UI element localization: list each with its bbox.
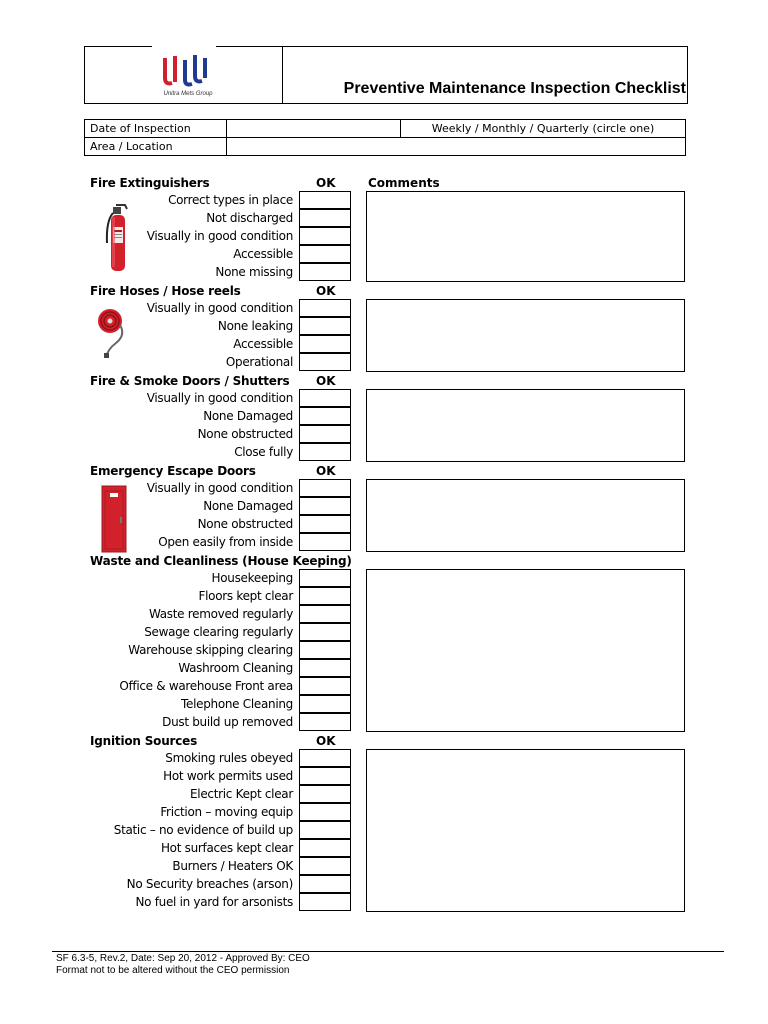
footer-revision: SF 6.3-5, Rev.2, Date: Sep 20, 2012 - Approved By: CEO xyxy=(56,953,310,964)
checklist-item xyxy=(96,587,352,605)
logo-mark-icon xyxy=(162,54,210,90)
ok-checkbox[interactable] xyxy=(299,497,351,515)
section-title: Fire Hoses / Hose reels xyxy=(90,284,241,298)
item-label: Visually in good condition xyxy=(146,481,293,495)
item-label: Visually in good condition xyxy=(146,301,293,315)
item-label: Open easily from inside xyxy=(158,535,293,549)
item-label: Office & warehouse Front area xyxy=(119,679,293,693)
fire-extinguisher-icon xyxy=(103,203,131,278)
area-field[interactable] xyxy=(227,138,686,156)
inspection-info-table xyxy=(84,119,686,156)
item-label: None leaking xyxy=(217,319,293,333)
checklist-item xyxy=(96,425,352,443)
frequency-selector[interactable]: Weekly / Monthly / Quarterly (circle one) xyxy=(401,120,686,138)
item-label: None Damaged xyxy=(203,409,293,423)
checklist-item xyxy=(96,659,352,677)
ok-checkbox[interactable] xyxy=(299,587,351,605)
item-label: Accessible xyxy=(233,337,293,351)
ok-checkbox[interactable] xyxy=(299,839,351,857)
item-label: None Damaged xyxy=(203,499,293,513)
ok-checkbox[interactable] xyxy=(299,191,351,209)
comments-box[interactable] xyxy=(366,191,685,282)
page-title: Preventive Maintenance Inspection Checklist xyxy=(343,80,686,97)
item-label: Dust build up removed xyxy=(162,715,293,729)
ok-column-header: OK xyxy=(316,734,336,748)
ok-column-header: OK xyxy=(316,284,336,298)
checklist-item xyxy=(96,443,352,461)
comments-box[interactable] xyxy=(366,749,685,912)
ok-checkbox[interactable] xyxy=(299,659,351,677)
checklist-item xyxy=(96,569,352,587)
ok-checkbox[interactable] xyxy=(299,335,351,353)
section-title: Fire & Smoke Doors / Shutters xyxy=(90,374,290,388)
footer-divider xyxy=(52,951,724,952)
ok-checkbox[interactable] xyxy=(299,857,351,875)
ok-column-header: OK xyxy=(316,374,336,388)
date-label: Date of Inspection xyxy=(85,120,227,138)
checklist-item xyxy=(96,209,352,227)
item-label: None obstructed xyxy=(197,517,293,531)
item-label: Accessible xyxy=(233,247,293,261)
item-label: Hot surfaces kept clear xyxy=(160,841,293,855)
item-label: Electric Kept clear xyxy=(190,787,293,801)
checklist-item xyxy=(96,749,352,767)
ok-checkbox[interactable] xyxy=(299,803,351,821)
checklist-item xyxy=(96,191,352,209)
ok-checkbox[interactable] xyxy=(299,749,351,767)
checklist-item xyxy=(96,623,352,641)
section-title: Emergency Escape Doors xyxy=(90,464,256,478)
section-title: Ignition Sources xyxy=(90,734,198,748)
ok-checkbox[interactable] xyxy=(299,245,351,263)
checklist-item xyxy=(96,317,352,335)
checklist-item xyxy=(96,641,352,659)
comments-box[interactable] xyxy=(366,569,685,732)
checklist-item xyxy=(96,677,352,695)
date-field[interactable] xyxy=(227,120,401,138)
header-divider xyxy=(282,46,283,104)
checklist-item xyxy=(96,299,352,317)
ok-checkbox[interactable] xyxy=(299,353,351,371)
ok-checkbox[interactable] xyxy=(299,713,351,731)
item-label: Static – no evidence of build up xyxy=(113,823,293,837)
checklist-item xyxy=(96,389,352,407)
checklist-item xyxy=(96,803,352,821)
item-label: Visually in good condition xyxy=(146,391,293,405)
checklist-item xyxy=(96,335,352,353)
item-label: Telephone Cleaning xyxy=(181,697,293,711)
ok-checkbox[interactable] xyxy=(299,443,351,461)
checklist-item xyxy=(96,605,352,623)
item-label: Sewage clearing regularly xyxy=(144,625,293,639)
comments-box[interactable] xyxy=(366,389,685,462)
checklist-item xyxy=(96,227,352,245)
checklist-item xyxy=(96,479,352,497)
checklist-item xyxy=(96,353,352,371)
logo-text: Unitra Mets Group xyxy=(163,91,213,97)
ok-checkbox[interactable] xyxy=(299,875,351,893)
item-label: Housekeeping xyxy=(211,571,293,585)
ok-checkbox[interactable] xyxy=(299,821,351,839)
ok-checkbox[interactable] xyxy=(299,425,351,443)
ok-checkbox[interactable] xyxy=(299,389,351,407)
ok-checkbox[interactable] xyxy=(299,299,351,317)
checklist-item xyxy=(96,875,352,893)
footer-note: Format not to be altered without the CEO permission xyxy=(56,965,290,976)
ok-checkbox[interactable] xyxy=(299,641,351,659)
checklist-item xyxy=(96,857,352,875)
item-label: Waste removed regularly xyxy=(148,607,293,621)
item-label: Correct types in place xyxy=(168,193,293,207)
item-label: No fuel in yard for arsonists xyxy=(135,895,293,909)
ok-checkbox[interactable] xyxy=(299,263,351,281)
ok-checkbox[interactable] xyxy=(299,569,351,587)
item-label: Floors kept clear xyxy=(198,589,293,603)
checklist-item xyxy=(96,695,352,713)
comments-box[interactable] xyxy=(366,299,685,372)
checklist-item xyxy=(96,497,352,515)
checklist-item xyxy=(96,785,352,803)
item-label: Hot work permits used xyxy=(163,769,293,783)
checklist-item xyxy=(96,767,352,785)
section-title: Waste and Cleanliness (House Keeping) xyxy=(90,554,352,568)
item-label: Washroom Cleaning xyxy=(178,661,293,675)
comments-header: Comments xyxy=(368,176,440,190)
comments-box[interactable] xyxy=(366,479,685,552)
ok-checkbox[interactable] xyxy=(299,407,351,425)
checklist-item xyxy=(96,515,352,533)
item-label: Friction – moving equip xyxy=(160,805,293,819)
ok-checkbox[interactable] xyxy=(299,209,351,227)
ok-checkbox[interactable] xyxy=(299,605,351,623)
checklist-item xyxy=(96,407,352,425)
item-label: Operational xyxy=(225,355,293,369)
ok-checkbox[interactable] xyxy=(299,479,351,497)
ok-checkbox[interactable] xyxy=(299,767,351,785)
hose-reel-icon xyxy=(96,305,128,364)
checklist-item xyxy=(96,893,352,911)
item-label: None obstructed xyxy=(197,427,293,441)
ok-checkbox[interactable] xyxy=(299,515,351,533)
checklist-item xyxy=(96,263,352,281)
item-label: Not discharged xyxy=(206,211,293,225)
item-label: Smoking rules obeyed xyxy=(165,751,293,765)
ok-checkbox[interactable] xyxy=(299,317,351,335)
checklist-item xyxy=(96,245,352,263)
ok-checkbox[interactable] xyxy=(299,623,351,641)
item-label: Visually in good condition xyxy=(146,229,293,243)
checklist-item xyxy=(96,533,352,551)
company-logo xyxy=(162,54,210,90)
ok-checkbox[interactable] xyxy=(299,893,351,911)
item-label: No Security breaches (arson) xyxy=(126,877,293,891)
ok-checkbox[interactable] xyxy=(299,695,351,713)
item-label: Burners / Heaters OK xyxy=(172,859,293,873)
checklist-item xyxy=(96,839,352,857)
ok-checkbox[interactable] xyxy=(299,677,351,695)
item-label: None missing xyxy=(215,265,293,279)
ok-checkbox[interactable] xyxy=(299,785,351,803)
item-label: Close fully xyxy=(234,445,293,459)
emergency-cabinet-icon xyxy=(101,485,127,558)
area-label: Area / Location xyxy=(85,138,227,156)
checklist-item xyxy=(96,713,352,731)
ok-checkbox[interactable] xyxy=(299,533,351,551)
item-label: Warehouse skipping clearing xyxy=(128,643,293,657)
checklist-item xyxy=(96,821,352,839)
section-title: Fire Extinguishers xyxy=(90,176,210,190)
ok-column-header: OK xyxy=(316,464,336,478)
ok-checkbox[interactable] xyxy=(299,227,351,245)
ok-column-header: OK xyxy=(316,176,336,190)
